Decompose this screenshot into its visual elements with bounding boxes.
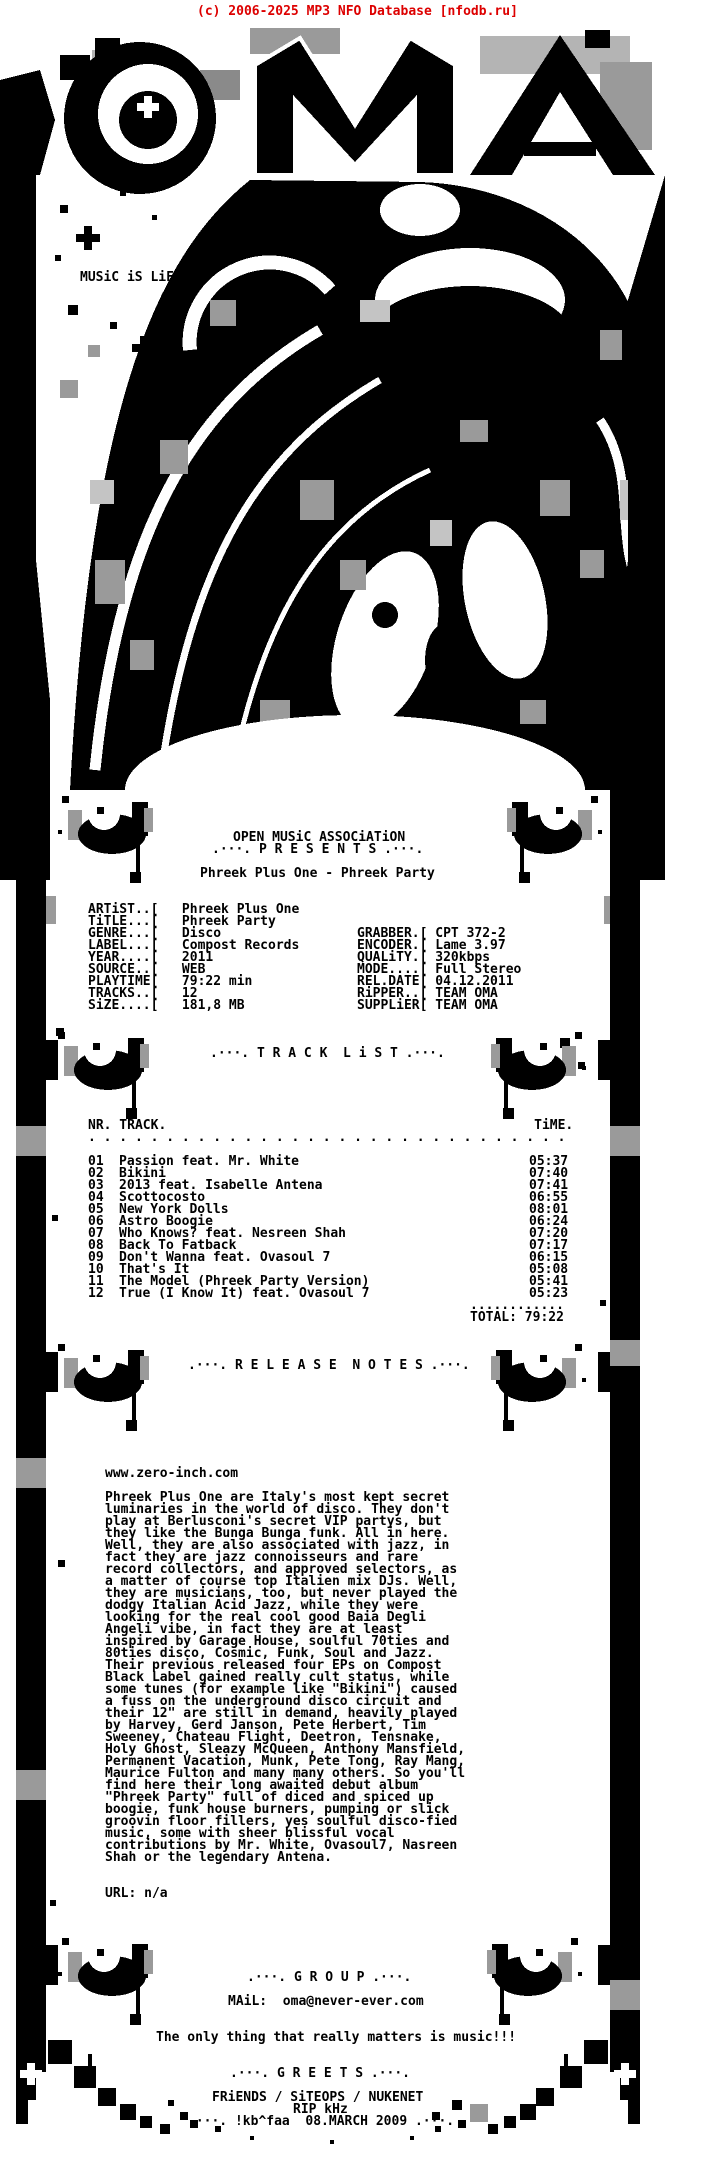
- tracklist-columns: NR. TRACK. TiME.: [88, 1118, 574, 1133]
- notes-line: Well, they are also associated with jazz, in: [105, 1538, 450, 1553]
- notes-line: Permanent Vacation, Munk, Pete Tong, Ray Mang,: [105, 1754, 466, 1769]
- track-time: 07:40: [529, 1166, 569, 1181]
- tracklist-header: .···. T R A C K L i S T .···.: [210, 1046, 445, 1061]
- track-title: 2013 feat. Isabelle Antena: [119, 1178, 323, 1193]
- footer-sign-line: .···. !kb^faa 08.MARCH 2009 .···.: [188, 2114, 455, 2129]
- info-row-right: REL.DATE[ 04.12.2011: [357, 974, 514, 989]
- notes-line: Phreek Plus One are Italy's most kept secret: [105, 1490, 450, 1505]
- track-title: Who Knows? feat. Nesreen Shah: [119, 1226, 346, 1241]
- notes-line: 80ties disco, Cosmic, Funk, Soul and Jazz.: [105, 1646, 434, 1661]
- notes-line: record collectors, and approved selectors, as: [105, 1562, 458, 1577]
- info-row-left: GENRE...[ Disco: [88, 926, 222, 941]
- notes-line: their 12" are still in demand, heavily played: [105, 1706, 458, 1721]
- track-time: 06:55: [529, 1190, 569, 1205]
- notes-line: find here their long awaited debut album: [105, 1778, 419, 1793]
- notes-line: a fuss on the underground disco circuit and: [105, 1694, 442, 1709]
- track-title: Passion feat. Mr. White: [119, 1154, 300, 1169]
- notes-line: some tunes (for example like "Bikini") caused: [105, 1682, 458, 1697]
- track-nr: 04: [88, 1190, 104, 1205]
- info-row-left: PLAYTIME[ 79:22 min: [88, 974, 253, 989]
- art-slogan: MUSiC iS LiFE!!!: [80, 270, 206, 285]
- notes-line: Angeli vibe, in fact they are at least: [105, 1622, 403, 1637]
- release-notes-header: .···. R E L E A S E N O T E S .···.: [188, 1358, 470, 1373]
- notes-line: luminaries in the world of disco. They don't: [105, 1502, 450, 1517]
- track-title: The Model (Phreek Party Version): [119, 1274, 370, 1289]
- notes-line: "Phreek Party" full of diced and spiced up: [105, 1790, 434, 1805]
- greets-line: FRiENDS / SiTEOPS / NUKENET: [212, 2090, 424, 2105]
- info-row-right: ENCODER.[ Lame 3.97: [357, 938, 506, 953]
- info-row-left: SiZE....[ 181,8 MB: [88, 998, 245, 1013]
- track-time: 07:41: [529, 1178, 569, 1193]
- track-time: 05:08: [529, 1262, 569, 1277]
- track-title: New York Dolls: [119, 1202, 229, 1217]
- notes-line: looking for the real cool good Baia Degli: [105, 1610, 426, 1625]
- info-row-left: YEAR....[ 2011: [88, 950, 214, 965]
- presents-line: .···. P R E S E N T S .···.: [212, 842, 424, 857]
- track-time: 05:41: [529, 1274, 569, 1289]
- notes-line: a matter of course top Italien mix DJs. Well,: [105, 1574, 458, 1589]
- info-row-left: TRACKS..[ 12: [88, 986, 198, 1001]
- info-row-left: LABEL...[ Compost Records: [88, 938, 300, 953]
- track-title: That's It: [119, 1262, 190, 1277]
- track-title: Don't Wanna feat. Ovasoul 7: [119, 1250, 331, 1265]
- label-website: www.zero-inch.com: [105, 1466, 239, 1481]
- track-nr: 06: [88, 1214, 104, 1229]
- track-time: 05:37: [529, 1154, 569, 1169]
- notes-line: they like the Bunga Bunga funk. All in here.: [105, 1526, 450, 1541]
- track-title: Scottocosto: [119, 1190, 206, 1205]
- track-nr: 09: [88, 1250, 104, 1265]
- notes-line: they are musicians, too, but never played the: [105, 1586, 458, 1601]
- notes-line: play at Berlusconi's secret VIP partys, but: [105, 1514, 442, 1529]
- total-separator-dots: ............: [470, 1298, 564, 1313]
- info-row-left: ARTiST..[ Phreek Plus One: [88, 902, 300, 917]
- notes-line: inspired by Garage House, soulful 70ties and: [105, 1634, 450, 1649]
- notes-line: by Harvey, Gerd Janson, Pete Herbert, Tim: [105, 1718, 426, 1733]
- notes-line: boogie, funk house burners, pumping or slick: [105, 1802, 450, 1817]
- nfodb-copyright-header: (c) 2006-2025 MP3 NFO Database [nfodb.ru]: [197, 4, 518, 19]
- track-time: 06:15: [529, 1250, 569, 1265]
- notes-line: Their previous released four EPs on Compost: [105, 1658, 442, 1673]
- track-nr: 08: [88, 1238, 104, 1253]
- notes-line: Sweeney, Chateau Flight, Deetron, Tensnake,: [105, 1730, 442, 1745]
- track-time: 07:17: [529, 1238, 569, 1253]
- track-time: 07:20: [529, 1226, 569, 1241]
- track-nr: 03: [88, 1178, 104, 1193]
- info-row-right: MODE....[ Full Stereo: [357, 962, 522, 977]
- tracklist-separator: . . . . . . . . . . . . . . . . . . . . . . . . . . . . . . .: [88, 1130, 566, 1145]
- notes-line: Shah or the legendary Antena.: [105, 1850, 332, 1865]
- notes-line: dodgy Italian Acid Jazz, while they were: [105, 1598, 419, 1613]
- track-nr: 05: [88, 1202, 104, 1217]
- total-playtime: TOTAL: 79:22: [470, 1310, 564, 1325]
- rip-line: RIP kHz: [293, 2102, 348, 2117]
- info-row-left: SOURCE..[ WEB: [88, 962, 206, 977]
- oma-logo-art: [0, 28, 655, 194]
- url-line: URL: n/a: [105, 1886, 168, 1901]
- track-nr: 07: [88, 1226, 104, 1241]
- notes-line: Holy Ghost, Sleazy McQueen, Anthony Mansfield,: [105, 1742, 466, 1757]
- info-row-right: SUPPLiER[ TEAM OMA: [357, 998, 498, 1013]
- track-nr: 01: [88, 1154, 104, 1169]
- group-slogan: The only thing that really matters is music!!!: [156, 2030, 517, 2045]
- track-title: True (I Know It) feat. Ovasoul 7: [119, 1286, 370, 1301]
- track-time: 05:23: [529, 1286, 569, 1301]
- notes-line: music, some with sheer blissful vocal: [105, 1826, 395, 1841]
- info-row-left: TiTLE...[ Phreek Party: [88, 914, 276, 929]
- info-row-right: GRABBER.[ CPT 372-2: [357, 926, 506, 941]
- track-nr: 11: [88, 1274, 104, 1289]
- track-nr: 10: [88, 1262, 104, 1277]
- notes-line: Black Label gained really cult status, while: [105, 1670, 450, 1685]
- track-time: 06:24: [529, 1214, 569, 1229]
- info-row-right: QUALiTY.[ 320kbps: [357, 950, 491, 965]
- notes-line: groovin floor fillers, yes soulful disco-fied: [105, 1814, 458, 1829]
- notes-line: contributions by Mr. White, Ovasoul7, Nasreen: [105, 1838, 458, 1853]
- greets-header: .···. G R E E T S .···.: [230, 2066, 411, 2081]
- group-mail-line: MAiL: oma@never-ever.com: [228, 1994, 424, 2009]
- group-org-name: OPEN MUSiC ASSOCiATiON: [233, 830, 406, 845]
- info-row-right: RiPPER..[ TEAM OMA: [357, 986, 498, 1001]
- track-title: Bikini: [119, 1166, 166, 1181]
- notes-line: fact they are jazz connoisseurs and rare: [105, 1550, 419, 1565]
- notes-line: Maurice Fulton and many many others. So you'll: [105, 1766, 466, 1781]
- group-header: .···. G R O U P .···.: [247, 1970, 412, 1985]
- track-nr: 12: [88, 1286, 104, 1301]
- track-nr: 02: [88, 1166, 104, 1181]
- track-time: 08:01: [529, 1202, 569, 1217]
- track-title: Astro Boogie: [119, 1214, 213, 1229]
- release-title: Phreek Plus One - Phreek Party: [200, 866, 435, 881]
- track-title: Back To Fatback: [119, 1238, 237, 1253]
